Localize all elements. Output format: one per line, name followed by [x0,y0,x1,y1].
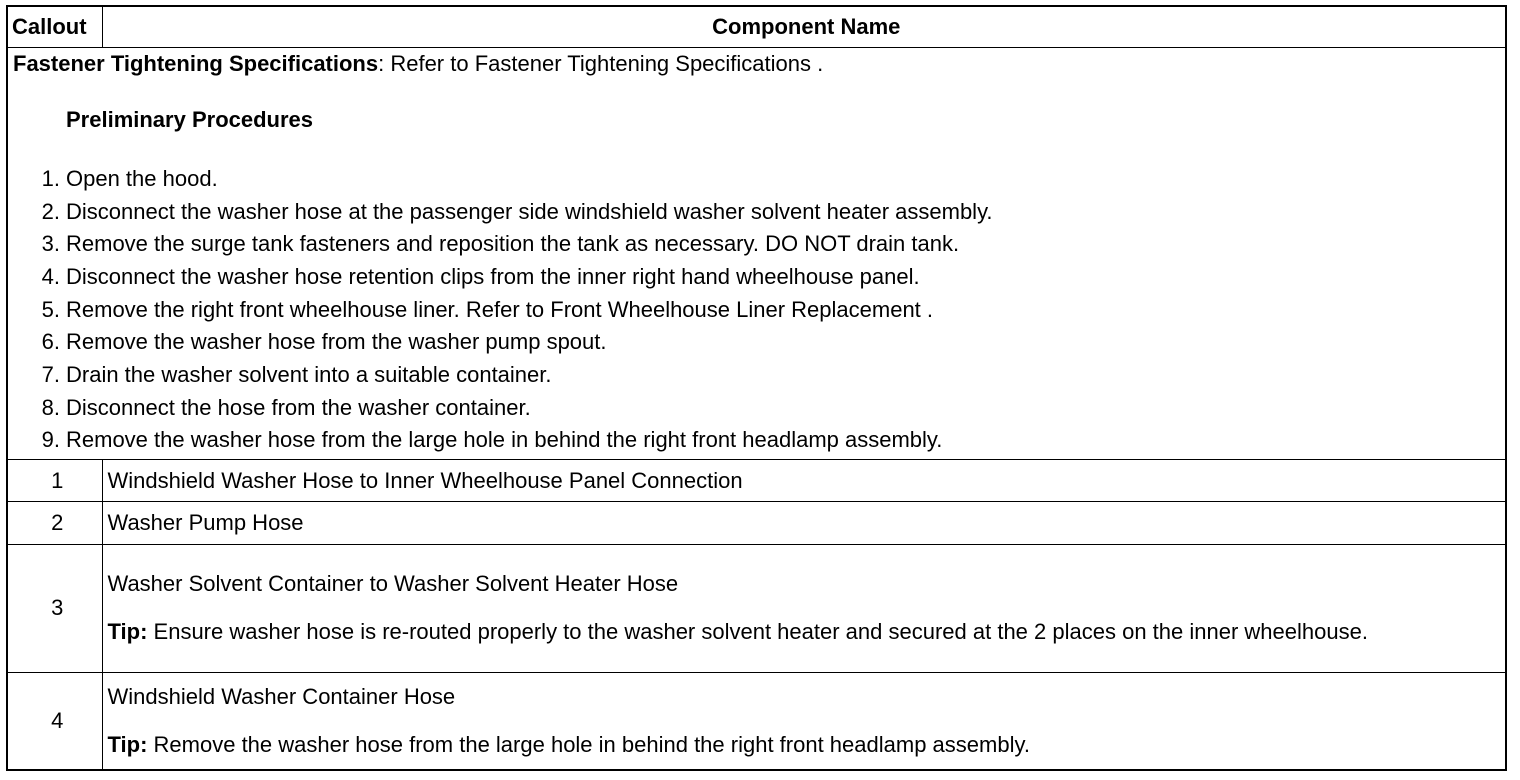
procedure-step [13,391,1505,424]
procedure-step [13,261,1505,294]
callout-number: 1 [8,459,102,501]
procedure-step [13,195,1505,228]
spec-table-frame [6,5,1507,771]
component-cell [102,672,1505,769]
procedure-step [13,326,1505,359]
component-name: Windshield Washer Container Hose [107,684,456,710]
callout-header: Callout [8,7,102,48]
component-cell [102,544,1505,672]
component-name-header: Component Name [102,7,1505,48]
step-text: Remove the washer hose from the large hole in behind the right front headlamp assembly. [66,427,943,453]
step-text: Remove the right front wheelhouse liner. Refer to Front Wheelhouse Liner Replacement . [66,296,934,322]
step-number: 1. [41,165,60,191]
step-number: 3. [41,231,60,257]
table-row [8,672,1505,769]
procedure-step [13,359,1505,392]
callout-number: 4 [8,672,102,769]
table-row [8,459,1505,501]
fastener-spec-line [13,51,1505,77]
procedure-step [13,162,1505,195]
fastener-spec-label: Fastener Tightening Specifications [13,50,379,76]
step-number: 5. [41,296,60,322]
step-number: 2. [41,198,60,224]
step-number: 8. [41,394,60,420]
callout-number: 2 [8,502,102,544]
tip-text: Ensure washer hose is re-routed properly to the washer solvent heater and secured at the 2 places on the inner wheelhouse. [147,619,1368,645]
procedure-step [13,424,1505,457]
table-row [8,544,1505,672]
step-text: Disconnect the hose from the washer container. [66,394,531,420]
component-name: Washer Pump Hose [102,502,1505,544]
procedure-step [13,293,1505,326]
preliminary-procedures-title: Preliminary Procedures [66,106,314,132]
component-table [8,7,1505,769]
fastener-spec-text: : Refer to Fastener Tightening Specifications . [378,50,824,76]
step-text: Remove the washer hose from the washer pump spout. [66,329,607,355]
step-text: Disconnect the washer hose at the passenger side windshield washer solvent heater assembly. [66,198,993,224]
step-number: 4. [41,263,60,289]
step-number: 6. [41,329,60,355]
tip-note [108,732,1506,758]
tip-text: Remove the washer hose from the large hole in behind the right front headlamp assembly. [147,731,1030,757]
step-text: Remove the surge tank fasteners and reposition the tank as necessary. DO NOT drain tank. [66,231,960,257]
tip-label: Tip: [107,731,148,757]
step-text: Drain the washer solvent into a suitable container. [66,361,552,387]
tip-label: Tip: [107,619,148,645]
procedure-step [13,228,1505,261]
header-row [8,7,1505,48]
step-text: Disconnect the washer hose retention clips from the inner right hand wheelhouse panel. [66,263,920,289]
step-number: 7. [41,361,60,387]
component-name: Windshield Washer Hose to Inner Wheelhouse Panel Connection [102,459,1505,501]
tip-note [108,619,1506,645]
callout-number: 3 [8,544,102,672]
procedure-row [8,48,1505,459]
component-name: Washer Solvent Container to Washer Solvent Heater Hose [107,571,679,597]
step-text: Open the hood. [66,165,218,191]
step-number: 9. [41,427,60,453]
table-row [8,502,1505,544]
procedure-steps [13,162,1505,456]
procedure-cell [8,48,1505,459]
